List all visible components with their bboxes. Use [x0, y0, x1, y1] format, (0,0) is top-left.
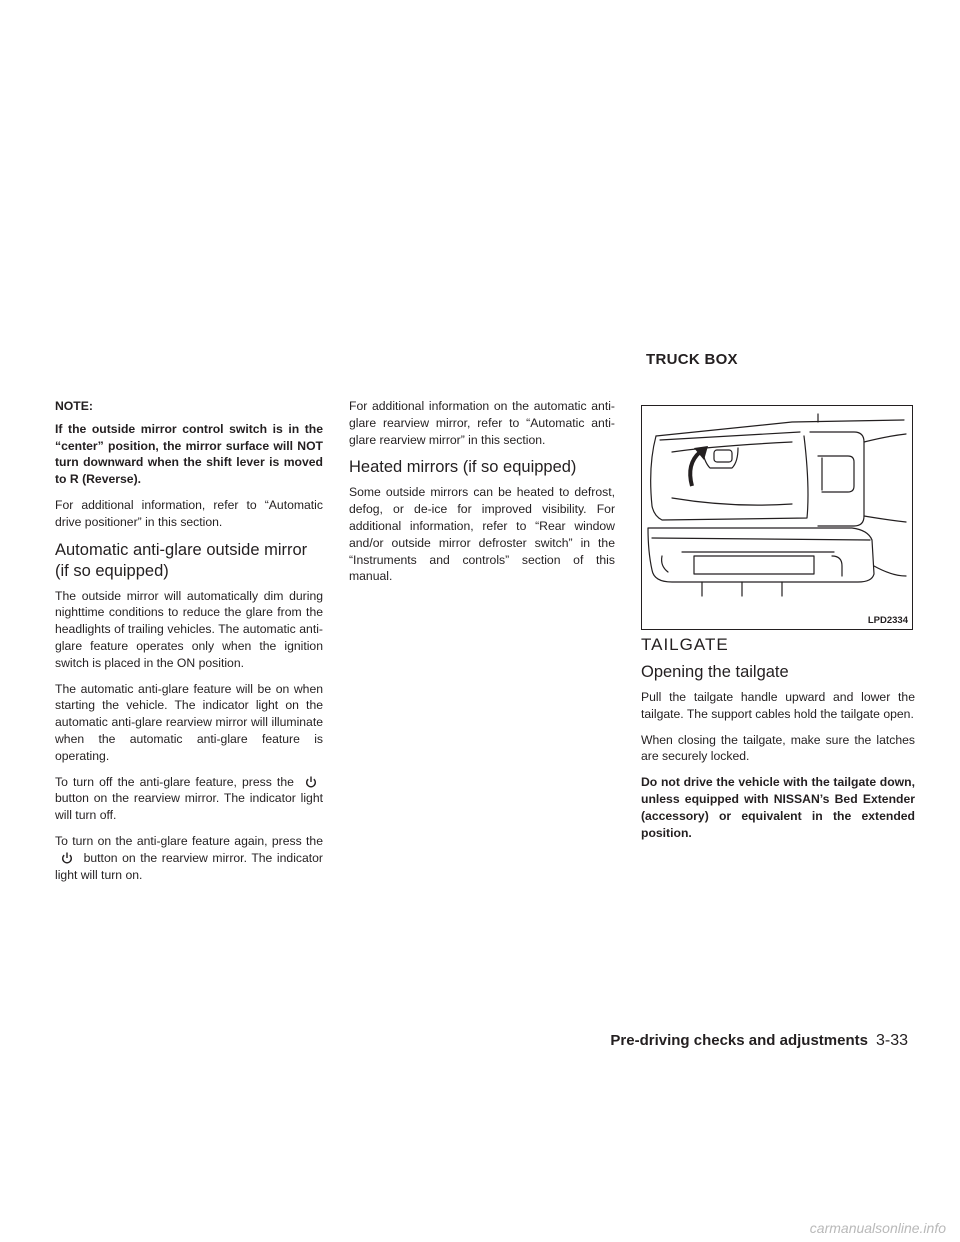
note-text: If the outside mirror control switch is in the “center” position, the mirror surface will NOT turn downward when the shift lever is moved to R (Reverse). — [55, 421, 323, 487]
heading-anti-glare-outside-mirror: Automatic anti-glare outside mirror (if so equipped) — [55, 540, 308, 580]
column-3 — [641, 634, 915, 850]
paragraph-turn-off — [55, 774, 323, 824]
page-number: 3-33 — [875, 1032, 908, 1049]
paragraph-pull-handle: Pull the tailgate handle upward and lower the tailgate. The support cables hold the tailgate open. — [641, 690, 915, 721]
turn-off-text-b: button on the rearview mirror. The indicator light will turn off. — [55, 791, 323, 823]
paragraph-additional-info: For additional information, refer to “Automatic drive positioner” in this section. — [55, 497, 323, 529]
paragraph-feature-on: The automatic anti-glare feature will be on when starting the vehicle. The indicator light on the automatic anti-glare rearview mirror will illuminate when the automatic anti-glare feature is operating. — [55, 681, 323, 763]
column-1 — [55, 398, 323, 892]
paragraph-anti-glare-rearview-info: For additional information on the automatic anti-glare rearview mirror, refer to “Automatic anti-glare rearview mirror” in this section. — [349, 399, 615, 447]
tailgate-drawing — [642, 406, 912, 629]
power-button-icon — [55, 852, 79, 865]
heading-heated-mirrors: Heated mirrors (if so equipped) — [349, 458, 577, 477]
paragraph-turn-on-again — [55, 833, 323, 883]
tailgate-illustration — [641, 405, 913, 630]
chapter-title: Pre-driving checks and adjustments — [610, 1032, 868, 1049]
paragraph-closing: When closing the tailgate, make sure the latches are securely locked. — [641, 732, 915, 764]
heading-tailgate: TAILGATE — [641, 635, 729, 654]
paragraph-auto-dim: The outside mirror will automatically dim during nighttime conditions to reduce the glare from the headlights of trailing vehicles. The automatic anti-glare feature operates only when the ignition switch is placed in the ON position. — [55, 588, 323, 670]
turn-on-text-b: button on the rearview mirror. The indicator light will turn on. — [55, 850, 323, 882]
figure-code: LPD2334 — [867, 615, 908, 626]
paragraph-warning: Do not drive the vehicle with the tailgate down, unless equipped with NISSAN’s Bed Extender (accessory) or equivalent in the extended position. — [641, 775, 915, 840]
watermark: carmanualsonline.info — [809, 1220, 946, 1236]
note-label: NOTE: — [55, 399, 93, 413]
heading-opening-tailgate: Opening the tailgate — [641, 663, 789, 681]
turn-off-text-a: To turn off the anti-glare feature, press the — [55, 774, 294, 789]
section-header: TRUCK BOX — [646, 351, 738, 368]
paragraph-heated-mirrors: Some outside mirrors can be heated to defrost, defog, or de-ice for improved visibility. For additional information, refer to “Rear window and/or outside mirror defroster switch” in the “Instruments and controls” section of this manual. — [349, 485, 615, 584]
page-footer — [610, 1032, 908, 1050]
column-2 — [349, 398, 615, 594]
turn-on-text-a: To turn on the anti-glare feature again, press the — [55, 833, 323, 848]
power-button-icon — [299, 776, 323, 789]
